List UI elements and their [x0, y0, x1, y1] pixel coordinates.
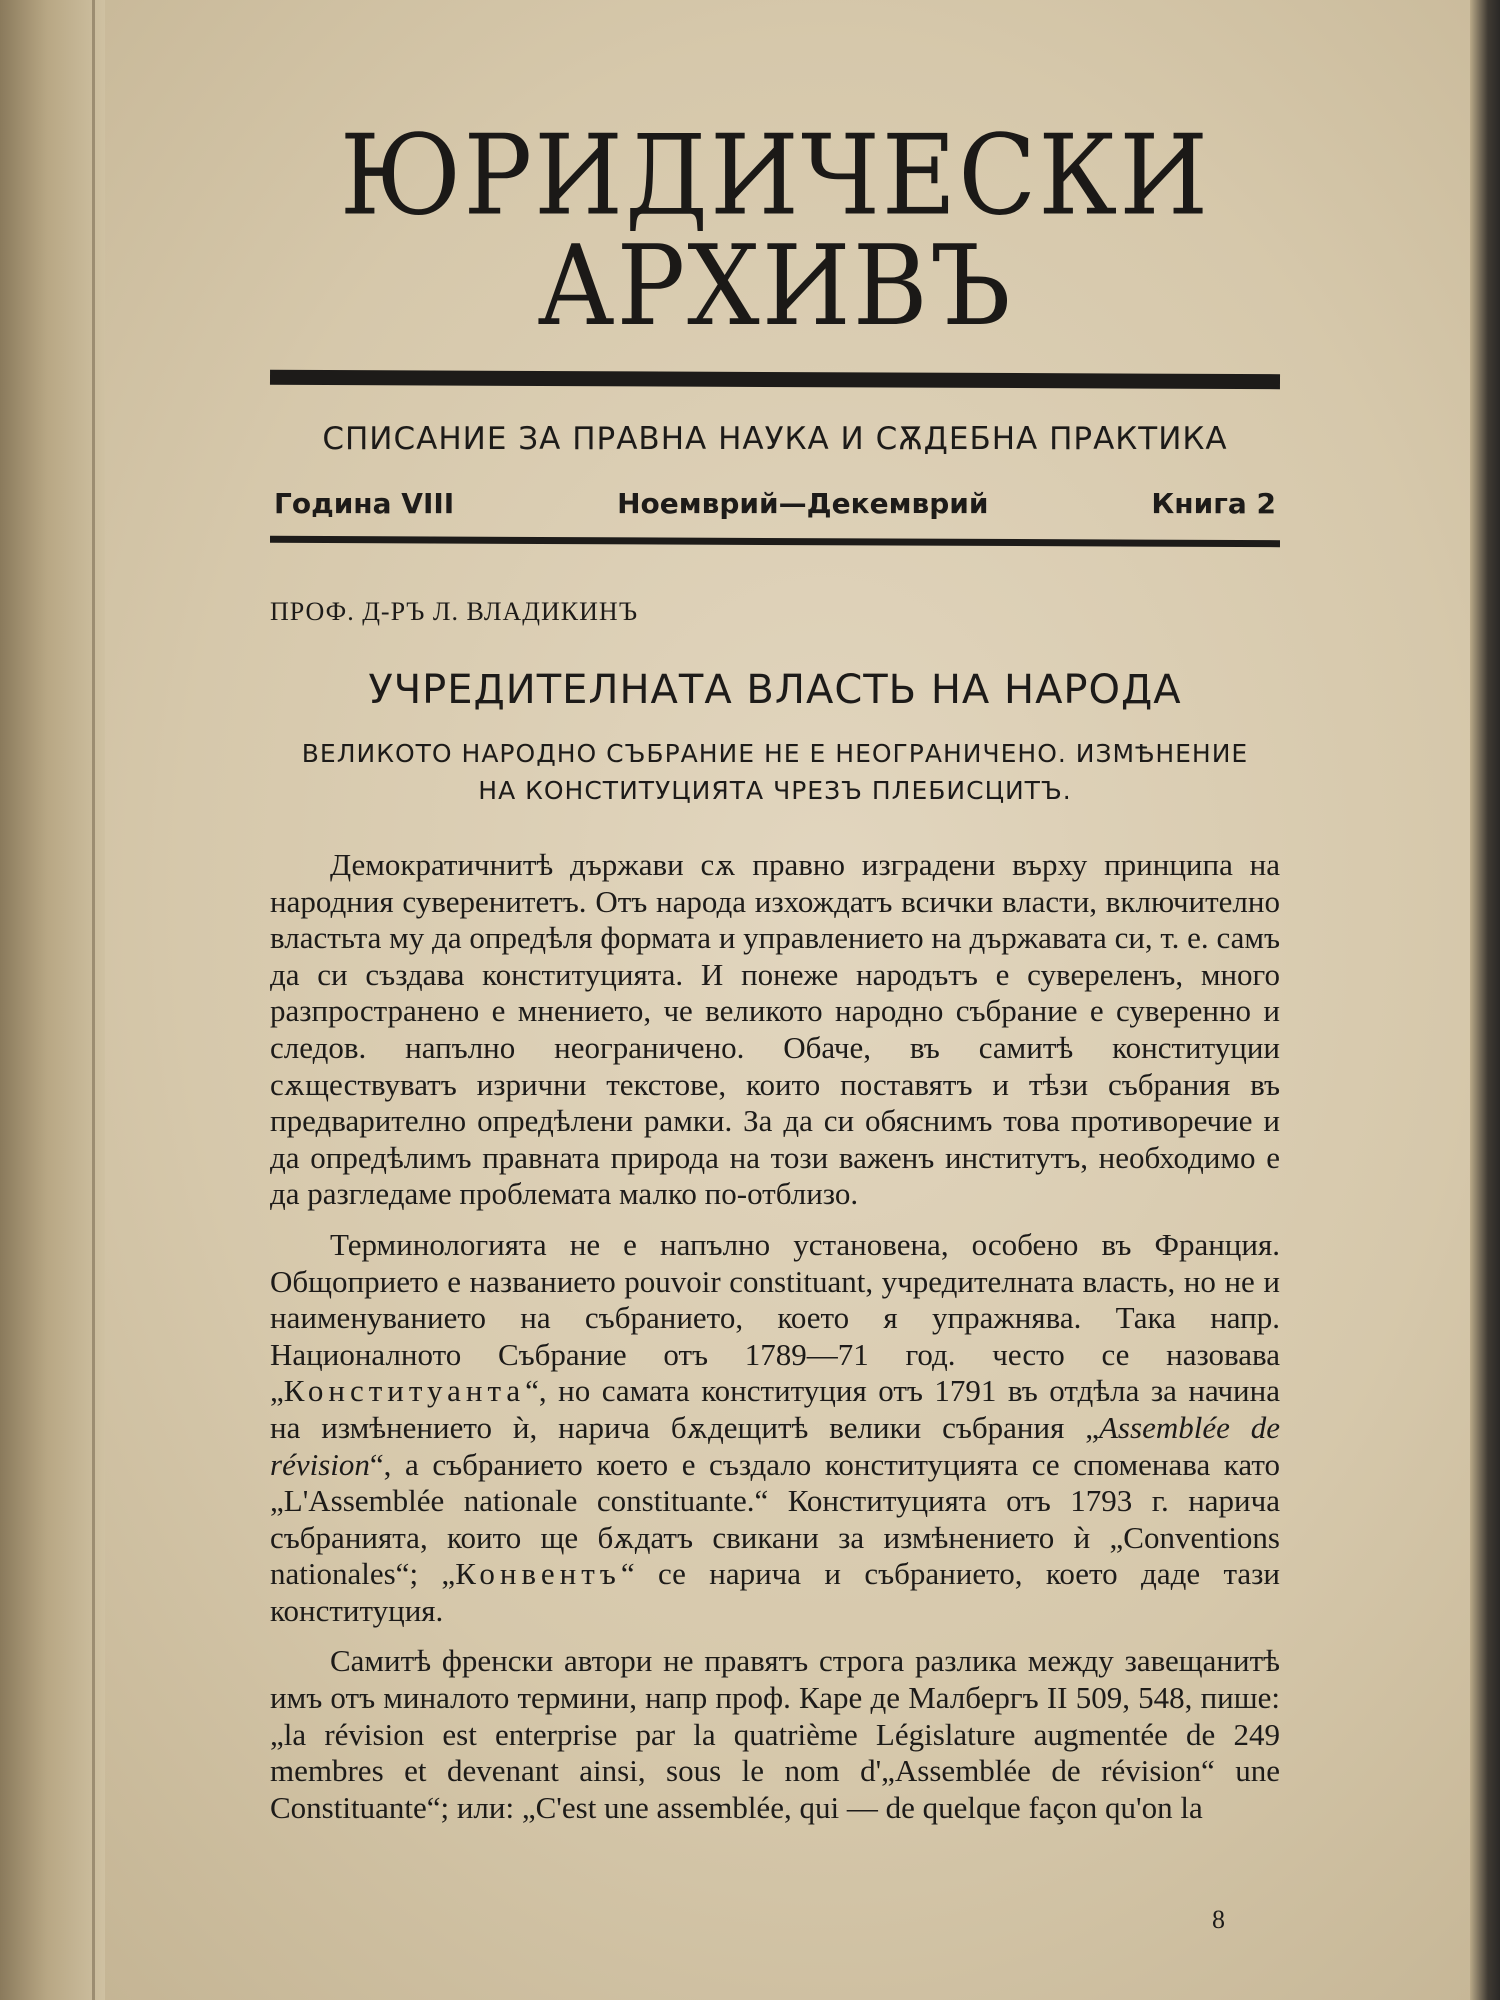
article-author: ПРОФ. Д-РЪ Л. ВЛАДИКИНЪ: [270, 597, 639, 626]
paragraph-2-text-c: “, но самата конституция отъ 1791 въ отдѣла за начина на измѣнението ѝ, нарича бѫдещитѣ велики събрания „: [270, 1373, 1280, 1445]
italic-term-revision: Assemblée de révision: [270, 1409, 1280, 1482]
page-content: [270, 110, 1280, 1840]
paragraph-2-text-a: Терминологията не е напълно установена, особено въ Франция. Общоприето е названието pouvoir constituant, учредителната власть, но не и наименуванието на събранието, което я упражнява. Така напр. Националното Събрание отъ 1789—71 год. често се назовава „: [270, 1226, 1280, 1409]
paragraph-2: [270, 1227, 1280, 1630]
paragraph-2-text-e: “, а събранието което е създало конституцията се споменава като „L'Assemblée nationale constituante.“ Конституцията отъ 1793 г. нарича събранията, които ще бѫдатъ свикани за измѣнението ѝ „Conventions nationales“; „: [270, 1446, 1280, 1592]
issue-rule: [270, 536, 1280, 547]
issue-year: Година VIII: [274, 487, 455, 520]
gutter-shadow-line: [92, 0, 95, 2000]
paragraph-2-text-g: “ се нарича и събранието, което даде тази конституция.: [270, 1556, 1281, 1628]
paragraph-1: Демократичнитѣ държави сѫ правно изградени върху принципа на народния суверенитетъ. Отъ народа изхождатъ всички власти, включително властьта му да опредѣля формата и управлението на държавата си, т. е. самъ да си създава конституцията. И понеже народътъ е сувереленъ, много разпространено е мнението, че великото народно събрание е суверенно и следов. напълно неограничено. Обаче, въ самитѣ конституции сѫществуватъ изрични текстове, които поставятъ и тѣзи събрания въ предварително опредѣлени рамки. За да си обяснимъ това противоречие и да опредѣлимъ правната природа на този важенъ институтъ, необходимо е да разгледаме проблемата малко по-отблизо.: [270, 847, 1280, 1212]
issue-info: [270, 487, 1280, 520]
book-gutter: [0, 0, 105, 2000]
page-number: 8: [1212, 1905, 1225, 1934]
issue-book: Книга 2: [1151, 487, 1276, 520]
paragraph-3: Самитѣ френски автори не правятъ строга разлика между завещанитѣ имъ отъ миналото термини, напр проф. Каре де Малбергъ II 509, 548, пише: „la révision est enterprise par la quatrième Législature augmentée de 249 membres et devenant ainsi, sous le nom d'„Assemblée de révision“ une Constituante“; или: „C'est une assemblée, qui — de quelque façon qu'on la: [270, 1643, 1280, 1825]
journal-subtitle: СПИСАНИЕ ЗА ПРАВНА НАУКА И СѪДЕБНА ПРАКТИКА: [322, 421, 1228, 457]
journal-title: ЮРИДИЧЕСКИ АРХИВЪ: [339, 112, 1211, 351]
book-cover-edge: [1470, 0, 1500, 2000]
article-body: [270, 847, 1280, 1826]
masthead-rule: [270, 370, 1280, 389]
spaced-term-konstituanta: Конституанта: [283, 1373, 526, 1409]
spaced-term-konvent: Конвентъ: [455, 1556, 621, 1592]
article-subtitle: ВЕЛИКОТО НАРОДНО СЪБРАНИЕ НЕ Е НЕОГРАНИЧЕНО. ИЗМѢНЕНИЕ НА КОНСТИТУЦИЯТА ЧРЕЗЪ ПЛЕБИСЦИТЪ.: [301, 739, 1249, 805]
article-title: УЧРЕДИТЕЛНАТА ВЛАСТЬ НА НАРОДА: [368, 667, 1182, 713]
issue-months: Ноемврий—Декемврий: [617, 487, 989, 520]
